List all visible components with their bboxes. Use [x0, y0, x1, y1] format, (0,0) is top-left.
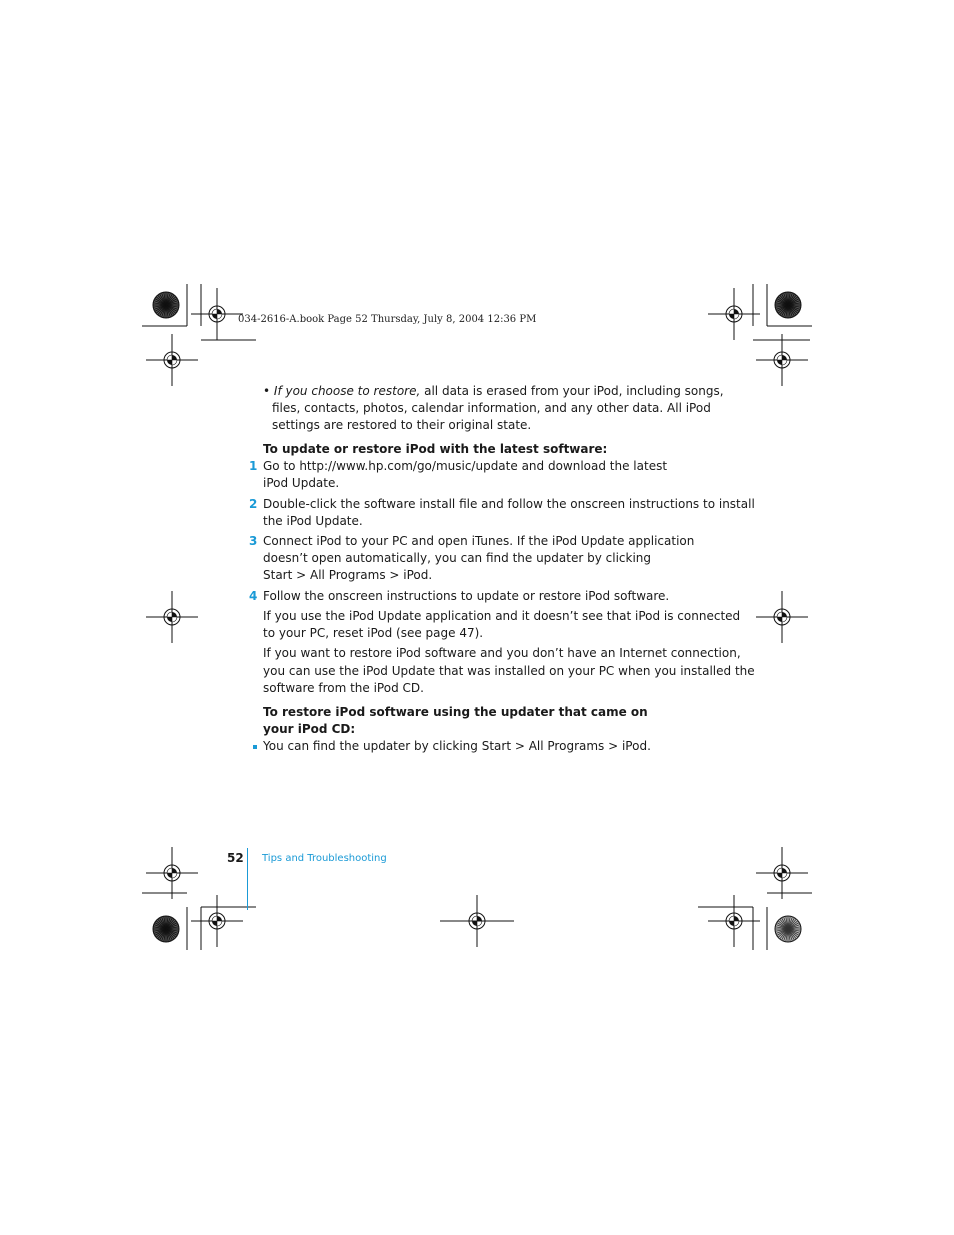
footer-rule [247, 848, 248, 910]
step-4-line-1: Follow the onscreen instructions to update or restore iPod software. [263, 589, 670, 603]
footer-chapter-link: Tips and Troubleshooting [262, 853, 387, 864]
registration-target-icon [756, 334, 808, 386]
restore-note-line-2: files, contacts, photos, calendar information, and any other data. All iPod [272, 401, 711, 415]
starburst-register-icon [153, 916, 179, 942]
offline-paragraph-line-2: you can use the iPod Update that was installed on your PC when you installed the [263, 664, 755, 678]
restore-note-line-3: settings are restored to their original state. [272, 418, 532, 432]
registration-target-icon [708, 895, 760, 947]
offline-paragraph-line-3: software from the iPod CD. [263, 681, 424, 695]
offline-paragraph-line-1: If you want to restore iPod software and you don’t have an Internet connection, [263, 646, 741, 660]
section-heading-restore-cd-1: To restore iPod software using the updater that came on [263, 705, 648, 719]
registration-target-icon [191, 895, 243, 947]
registration-target-icon [708, 288, 760, 340]
step-2-line-1: Double-click the software install file and follow the onscreen instructions to install [263, 497, 755, 511]
step-number: 1 [249, 459, 258, 473]
restore-note-line-1 [263, 383, 724, 400]
registration-target-icon [191, 288, 243, 340]
step-1-line-2: iPod Update. [263, 476, 340, 490]
step-number: 4 [249, 589, 258, 603]
step-number: 3 [249, 534, 258, 548]
section-heading-restore-cd-2: your iPod CD: [263, 722, 356, 736]
registration-target-icon [146, 334, 198, 386]
section-heading-update: To update or restore iPod with the latest software: [263, 442, 608, 456]
step-1-line-1: Go to http://www.hp.com/go/music/update and download the latest [263, 459, 668, 473]
reset-paragraph-line-2: to your PC, reset iPod (see page 47). [263, 626, 484, 640]
starburst-register-icon [775, 292, 801, 318]
page-number: 52 [227, 851, 244, 865]
print-header: 034-2616-A.book Page 52 Thursday, July 8, 2004 12:36 PM [238, 314, 537, 325]
registration-target-icon [146, 847, 198, 899]
bullet-dot: • [263, 384, 274, 398]
step-3-line-3: Start > All Programs > iPod. [263, 568, 433, 582]
square-bullet-icon [253, 745, 257, 749]
step-number: 2 [249, 497, 258, 511]
restore-note-rest: all data is erased from your iPod, including songs, [420, 384, 724, 398]
starburst-register-icon [153, 292, 179, 318]
step-3-line-1: Connect iPod to your PC and open iTunes. If the iPod Update application [263, 534, 695, 548]
starburst-register-icon [775, 916, 801, 942]
step-2-line-2: the iPod Update. [263, 514, 363, 528]
reset-paragraph-line-1: If you use the iPod Update application and it doesn’t see that iPod is connected [263, 609, 741, 623]
step-3-line-2: doesn’t open automatically, you can find the updater by clicking [263, 551, 652, 565]
registration-target-icon [756, 847, 808, 899]
restore-note-italic: If you choose to restore, [273, 384, 421, 398]
registration-target-icon [756, 591, 808, 643]
restore-cd-bullet-text: You can find the updater by clicking Start > All Programs > iPod. [263, 739, 651, 753]
registration-target-icon [146, 591, 198, 643]
